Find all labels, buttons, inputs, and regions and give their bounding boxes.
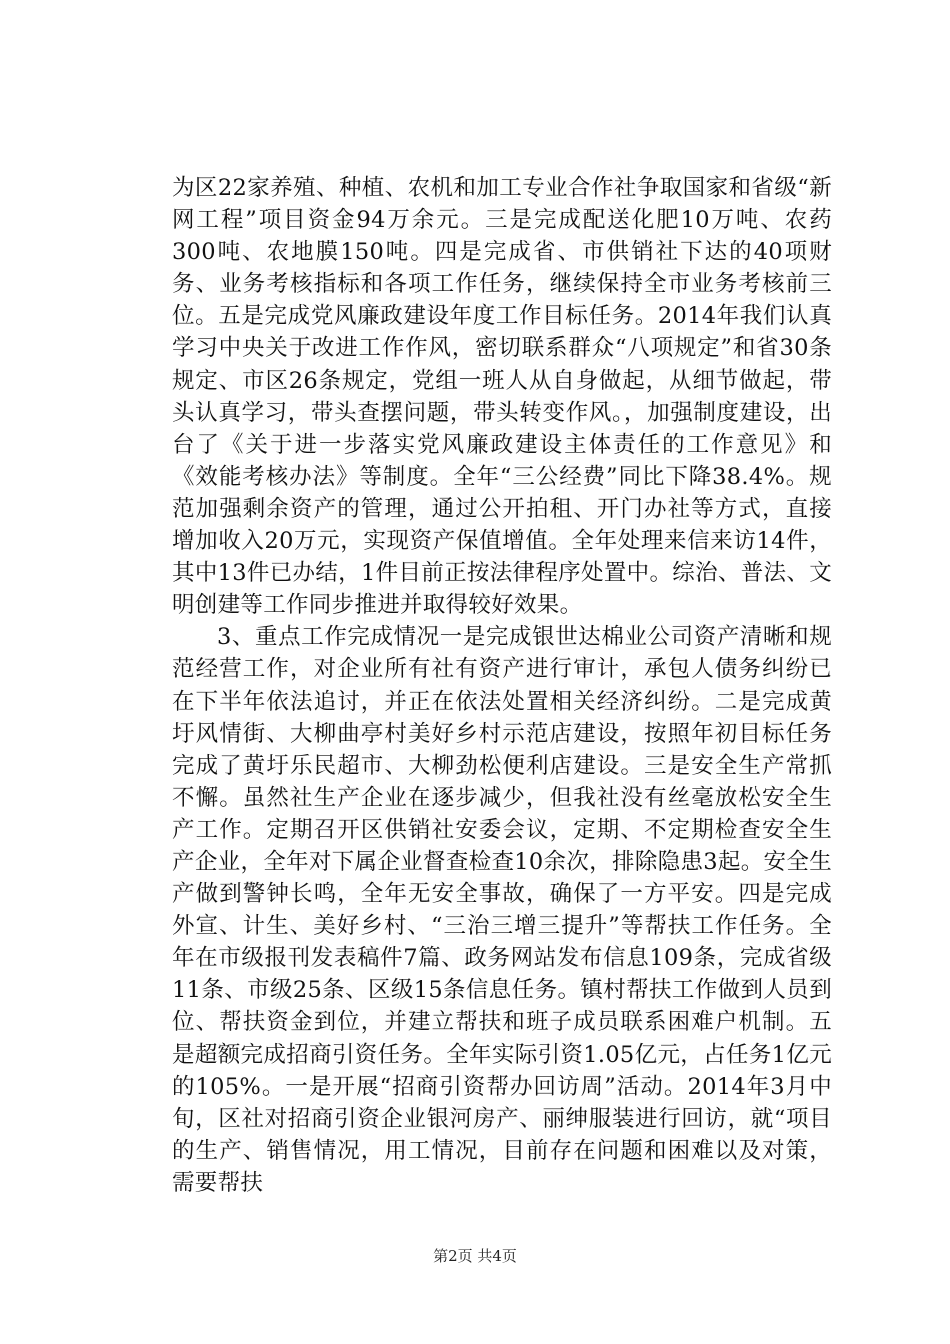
paragraph-1: 为区22家养殖、种植、农机和加工专业合作社争取国家和省级“新网工程”项目资金94万余元。三是完成配送化肥10万吨、农药300吨、农地膜150吨。四是完成省、市供销社下达的40项财务、业务考核指标和各项工作任务，继续保持全市业务考核前三位。五是完成党风廉政建设年度工作目标任务。2014年我们认真学习中央关于改进工作作风，密切联系群众“八项规定”和省30条规定、市区26条规定，党组一班人从自身做起，从细节做起，带头认真学习，带头查摆问题，带头转变作风。，加强制度建设，出台了《关于进一步落实党风廉政建设主体责任的工作意见》和《效能考核办法》等制度。全年“三公经费”同比下降38.4%。规范加强剩余资产的管理，通过公开拍租、开门办社等方式，直接增加收入20万元，实现资产保值增值。全年处理来信来访14件，其中13件已办结，1件目前正按法律程序处置中。综治、普法、文明创建等工作同步推进并取得较好效果。 [172, 175, 832, 619]
document-body [172, 172, 832, 1199]
page-footer: 第2页 共4页 [433, 1247, 517, 1265]
paragraph-2: 3、重点工作完成情况一是完成银世达棉业公司资产清晰和规范经营工作，对企业所有社有资产进行审计，承包人债务纠纷已在下半年依法追讨，并正在依法处置相关经济纠纷。二是完成黄圩风情街、大柳曲亭村美好乡村示范店建设，按照年初目标任务完成了黄圩乐民超市、大柳劲松便利店建设。三是安全生产常抓不懈。虽然社生产企业在逐步减少，但我社没有丝毫放松安全生产工作。定期召开区供销社安委会议，定期、不定期检查安全生产企业，全年对下属企业督查检查10余次，排除隐患3起。安全生产做到警钟长鸣，全年无安全事故，确保了一方平安。四是完成外宣、计生、美好乡村、“三治三增三提升”等帮扶工作任务。全年在市级报刊发表稿件7篇、政务网站发布信息109条，完成省级11条、市级25条、区级15条信息任务。镇村帮扶工作做到人员到位、帮扶资金到位，并建立帮扶和班子成员联系困难户机制。五是超额完成招商引资任务。全年实际引资1.05亿元，占任务1亿元的105%。一是开展“招商引资帮办回访周”活动。2014年3月中旬，区社对招商引资企业银河房产、丽绅服装进行回访，就“项目的生产、销售情况，用工情况，目前存在问题和困难以及对策，需要帮扶 [172, 624, 832, 1196]
